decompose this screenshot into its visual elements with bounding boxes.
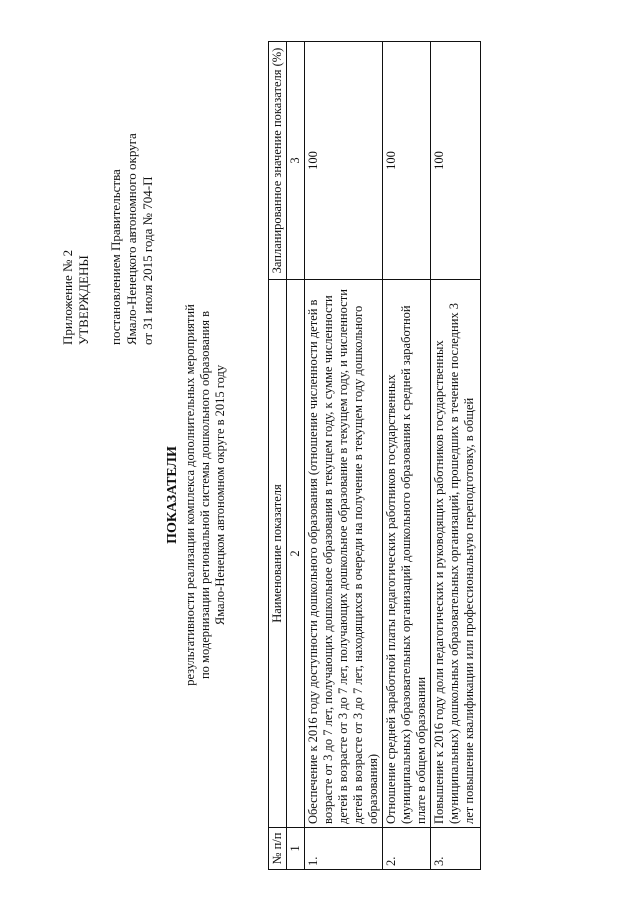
column-number-1: 1 [287,828,305,870]
table-row [383,42,431,870]
planned-value: 100 [431,42,481,280]
header-indicator-name: Наименование показателя [269,280,287,828]
table-row [431,42,481,870]
approval-line-2: Ямало-Ненецкого автономного округа [124,133,139,345]
approval-block [60,15,156,345]
column-number-3: 3 [287,42,305,280]
approval-line-1: постановлением Правительства [108,169,123,345]
table-header-row [269,42,287,870]
row-number: 3. [431,828,481,870]
indicator-name: Отношение средней заработной платы педагогических работников государственных (муниципальных) образовательных организаций дошкольного образования к средней заработной плате в общем образовании [383,280,431,828]
indicator-name-text: Повышение к 2016 году доли педагогических и руководящих работников государственных (муниципальных) дошкольных образовательных организаций, прошедших в течение последних 3 лет повышение квалификации или профессиональную переподготовку, в общей [432,302,476,824]
header-planned-value: Запланированное значение показателя (%) [269,42,287,280]
table-row [305,42,383,870]
column-number-2: 2 [287,280,305,828]
indicator-name: Обеспечение к 2016 году доступности дошкольного образования (отношение численности детей в возрасте от 3 до 7 лет, получающих дошкольное образования в текущем году, к сумме численности детей в возрасте от 3 до 7 лет, получающих дошкольное образование в текущем году, и численности детей в возрасте от 3 до 7 лет, находящихся в очереди на получение в текущем году дошкольного образования) [305,280,383,828]
row-number: 2. [383,828,431,870]
header-number: № п/п [269,828,287,870]
document-subtitle: результативности реализации комплекса дополнительных мероприятий по модернизации региональной системы дошкольного образования в Ямало-Ненецком автономном округе в 2015 году [183,304,227,686]
planned-value: 100 [305,42,383,280]
row-number: 1. [305,828,383,870]
planned-value: 100 [383,42,431,280]
approval-line-3: от 31 июля 2015 года № 704-П [140,176,155,345]
indicator-name [431,280,481,828]
document-heading [165,300,228,690]
column-number-row [287,42,305,870]
annex-label: Приложение № 2 [60,249,75,345]
approved-label: УТВЕРЖДЕНЫ [76,255,91,345]
document-title: ПОКАЗАТЕЛИ [165,446,180,544]
indicators-table [268,41,481,870]
